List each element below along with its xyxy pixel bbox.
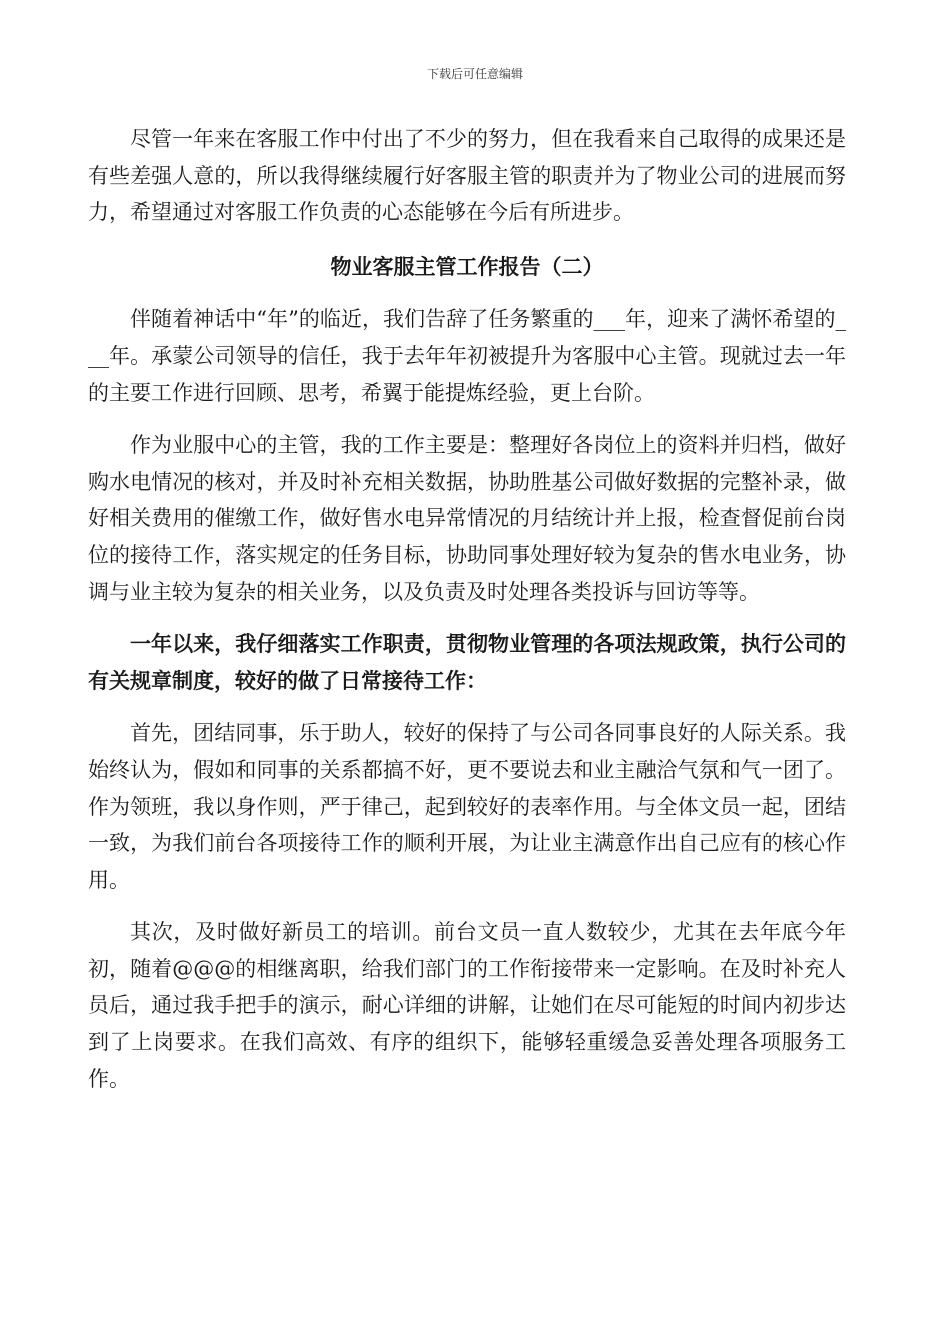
paragraph-summary-heading: 一年以来，我仔细落实工作职责，贯彻物业管理的各项法规政策，执行公司的有关规章制度，较好的做了日常接待工作： bbox=[88, 631, 846, 693]
paragraph-duties: 作为业服中心的主管，我的工作主要是：整理好各岗位上的资料并归档，做好购水电情况的核对，并及时补充相关数据，协助胜基公司做好数据的完整补录，做好相关费用的催缴工作，做好售水电异常情况的月结统计并上报，检查督促前台岗位的接待工作，落实规定的任务目标，协助同事处理好较为复杂的售水电业务，协调与业主较为复杂的相关业务，以及负责及时处理各类投诉与回访等等。 bbox=[88, 433, 846, 604]
document-body bbox=[88, 121, 846, 1097]
page-header: 下载后可任意编辑 bbox=[426, 67, 523, 81]
section-title: 物业客服主管工作报告（二） bbox=[330, 253, 604, 279]
paragraph-conclusion: 尽管一年来在客服工作中付出了不少的努力，但在我看来自己取得的成果还是有些差强人意的，所以我得继续履行好客服主管的职责并为了物业公司的进展而努力，希望通过对客服工作负责的心态能够在今后有所进步。 bbox=[88, 127, 846, 225]
paragraph-intro: 伴随着神话中“年”的临近，我们告辞了任务繁重的___年，迎来了满怀希望的___年。承蒙公司领导的信任，我于去年年初被提升为客服中心主管。现就过去一年的主要工作进行回顾、思考，希翼于能提炼经验，更上台阶。 bbox=[88, 307, 846, 405]
paragraph-first: 首先，团结同事，乐于助人，较好的保持了与公司各同事良好的人际关系。我始终认为，假如和同事的关系都搞不好，更不要说去和业主融洽气氛和气一团了。作为领班，我以身作则，严于律己，起到较好的表率作用。与全体文员一起，团结一致，为我们前台各项接待工作的顺利开展，为让业主满意作出自己应有的核心作用。 bbox=[88, 721, 846, 892]
paragraph-second: 其次，及时做好新员工的培训。前台文员一直人数较少，尤其在去年底今年初，随着@@@的相继离职，给我们部门的工作衔接带来一定影响。在及时补充人员后，通过我手把手的演示，耐心详细的讲解，让她们在尽可能短的时间内初步达到了上岗要求。在我们高效、有序的组织下，能够轻重缓急妥善处理各项服务工作。 bbox=[88, 920, 846, 1091]
